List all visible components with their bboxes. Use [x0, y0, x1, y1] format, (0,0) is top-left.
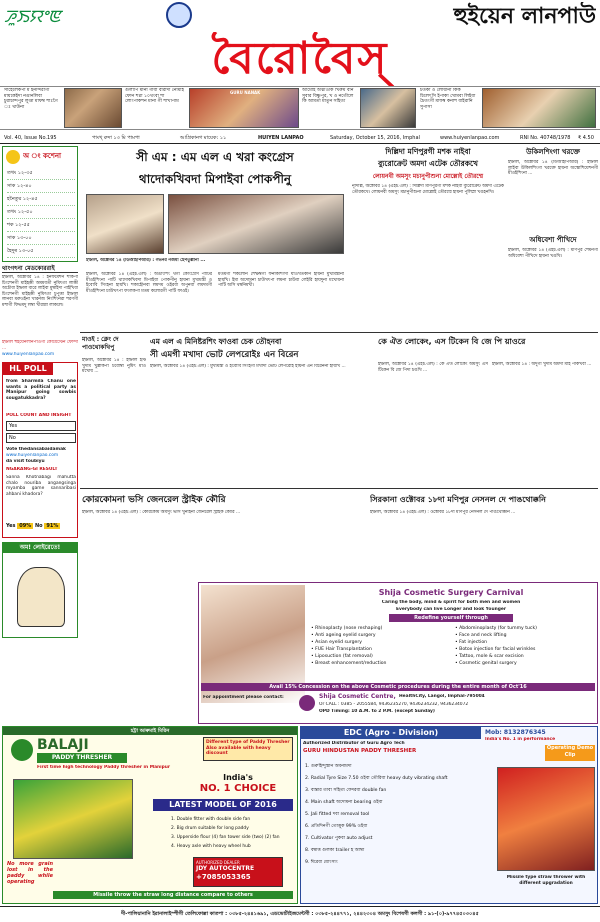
poll-count-label: POLL COUNT AND INSIGHT [6, 413, 72, 418]
row2-body-a: ইম্ফাল, অক্টোবর ১৪ : ইম্ফাল ইস্ট খুদাম খুল্লাকপা চবোম্বা নুমিৎ মাও মখোয় ... [82, 358, 146, 375]
edc-india: India's No. 1 in performance [485, 737, 556, 742]
balaji-grain-note: No more grain lost in the paddy while operating [7, 861, 53, 885]
poll-no-option[interactable] [6, 433, 76, 443]
row3-body-b: ইম্ফাল, অক্টোবর ১৪ (এইচ.এল) : ওক্টোবর ১৮দা মণিপুর নেসনল দে পাঙথোক্কনি ... [370, 510, 516, 515]
balaji-thresher-photo [13, 779, 133, 859]
kosh-row: তখং ১২-৩৫ [7, 167, 75, 180]
far-right-headline-2: অধিবেশা পীখিদে [529, 236, 577, 244]
shija-ad[interactable] [198, 582, 598, 724]
shija-opd-timing: OPD Timing: 10 A.M. to 2 P.M. (except Sunday) [319, 709, 435, 714]
poll-yes-option[interactable] [6, 421, 76, 431]
dateline-paper-name: HUIYEN LANPAO [258, 135, 304, 141]
far-right-headline-1: উকিলশিংগা খরক্তে [526, 148, 580, 156]
balaji-logo-icon [11, 739, 33, 761]
shija-offer-bar: Avail 15% Concession on the above Cosmetic procedures during the entire month of Oct'16 [201, 683, 595, 691]
kosh-title: অ ং কশেনা [23, 152, 62, 160]
edc-demo-badge[interactable]: Operating Demo Clip [545, 745, 595, 761]
row3-headline-a: কোরকোমনা ভসি জেনরেল স্ট্রাইক কৌরি [82, 495, 226, 505]
shija-tagline-1: Caring the body, mind & spirit for both men and women [381, 600, 521, 605]
balaji-india: India's [223, 773, 253, 782]
masthead [0, 0, 600, 86]
main-headline-2: থাদোকখিবদা মিপাইবা পোকপীনু [138, 172, 292, 186]
ear-photo-1 [64, 88, 122, 128]
edc-feature: 3. বান্তার তাবা সহিত্য ফেদরবা double fan [305, 788, 387, 793]
poll-question: from Sharmila Chanu one wants a political party as Manipur going sowbis sougatukkadra? [6, 379, 76, 401]
left-website-link[interactable]: www.huiyenlanpao.com [2, 352, 55, 357]
shija-procedure-left: • FUE Hair Transplantation [311, 647, 372, 652]
cartoon-box [2, 542, 78, 638]
right-body: নূদিল্লি, অক্টোবর ১৪ (এইচ.এল) : দিল্লিদা মণিপুরগী মশক নাইবা ব্যুরোক্রেট অমদা এটেক তৌরকখে। লোয়নবী অমসুং মচানুপীশুনা মোল্লোই তৌরম্মে হায়না পুলিস্না খঙহনখি। [352, 184, 504, 195]
right-kicker: লোয়নবী অমসুং মচানুপীশুনা মোল্লোই তৌরম্মে [372, 173, 484, 180]
kosh-row: সাক ১৩-০০ [7, 232, 75, 245]
masthead-big-logo: বৈরোবৈস্ [211, 33, 389, 84]
balaji-phone: +7085053365 [196, 873, 251, 881]
shija-logo-icon [299, 695, 315, 711]
shija-procedure-left: • Anti ageing eyelid surgery [311, 633, 376, 638]
shija-procedure-right: • Face and neck lifting [455, 633, 507, 638]
main-body-1: ইম্ফাল, অক্টোবর ১৪ (এইচ.এল) : অঙাংশিং থগী কোংগ্রেস পার্টির মীওইশিংনা পাটি থাদোকখিবদা মিপাইবা পোকপীনু হায়না মুখ্যমন্ত্রী ও ইবোবি সিংহনা হায়খি। শকাহৌনবা লমদম ওইরবা অপুনবা লমদমগী মীওইশিংনা চাউখৎপা ফংলকপা মতম কলোরগী পাটি ফাওই। [86, 272, 212, 294]
edc-feature: 8. বম্বাত্ত গুলকা trailer হ আম্বা [305, 848, 365, 853]
edc-feature: 4. Main shaft অদোমনা bearing ওইবা [305, 800, 383, 805]
shija-phone: Or CALL : 0385 - 2055584, 9436235270, 9436234232, 9436234072 [319, 702, 469, 707]
dateline [0, 132, 600, 144]
shija-procedure-right: • Cosmetic genital surgery [455, 661, 517, 666]
kosh-list [7, 167, 75, 258]
ear-text-4: চতকা ও লোয়ানা কিক চিলেৎসি ইপাকা খোমবা লিইবা চৈতংগী মাফম্ব কনাশ বাইরানি সুপাসা [420, 88, 476, 110]
balaji-ad[interactable] [2, 726, 298, 904]
balaji-feature: 1. Double fitter with double side fan [171, 817, 251, 822]
edc-title: EDC (Agro - Division) [301, 727, 481, 739]
row2-body-d: ইম্ফাল, অক্টোবর ১৪ : অদুগী খুদাম অমদা মাই পাকখবা ... [492, 362, 592, 367]
balaji-header: হট্টা আৰুমাই মিরিন [3, 727, 297, 735]
shija-procedure-right: • Abdominoplasty (for tummy tuck) [455, 626, 537, 631]
balaji-tagline: First time high technology Paddy thresher in Manipur [37, 765, 171, 770]
edc-features [305, 761, 491, 869]
dateline-date: Saturday, October 15, 2016, Imphal [330, 135, 420, 141]
kosh-row: হৈদুৰ ১৩-০৫ [7, 245, 75, 258]
shija-list-right [455, 625, 595, 667]
left-call-line: ইম্ফাল হুইয়েনলানপাওগী কোয়েস্টেন ফোন্দা ... [2, 340, 78, 350]
shija-tagline-3: Redefine yourself through [389, 614, 513, 622]
left-headline-1: থাংগৎনা মেডকোররাই [2, 264, 78, 273]
balaji-feature: 2. Big drum suitable for long paddy [171, 826, 249, 831]
ear-text-3: আমোই অত্নীওকি খিরুম বান সুবার বিষ্ণুপুর, খ ও নতৌলে কি আমতা মাতুন সহিত্য [302, 88, 354, 105]
rule-2 [80, 488, 598, 489]
cartoon-title: অম! লোইরেতে! [3, 543, 77, 553]
shija-procedure-right: • Fat injection [455, 640, 488, 645]
balaji-feature: 3. Upperside flour (4) fan tower side (two) (2) fan [171, 835, 280, 840]
balaji-features [171, 815, 293, 851]
poll-yes-label: Yes [9, 423, 18, 429]
kosh-row: সাক ১২-৪০ [7, 180, 75, 193]
row3-headline-b: সিরকানা ওক্টোবর ১৮দা মণিপুর নেসনল দে পাঙথোক্কনি [370, 495, 546, 504]
shija-procedure-right: • Tattoo, mole & scar excision [455, 654, 524, 659]
poll-vote-label: Vote thedansabaidamak [6, 447, 66, 452]
main-caption: ইম্ফাল, অক্টোবর ১৪ (ডিআইপিআর) : গভর্নর নজমা হেপতুল্লানা ... [86, 258, 206, 263]
edc-subtitle: Authorized Distributor of Guru Agro Tech [303, 741, 405, 746]
shija-procedure-left: • Rhinoplasty (nose reshaping) [311, 626, 383, 631]
poll-result-no-label: No [35, 523, 43, 529]
kosh-box [2, 146, 78, 262]
row2-headline-b2: সী এমগী মখাদা ভোট লেপরোইঃ এন বিরেন [150, 350, 299, 360]
edc-feature: 5. Jali fitted দবা removal tool [305, 812, 370, 817]
balaji-dealer-box [193, 857, 283, 887]
row2-headline-b1: এম এল এ মিনিষ্টরশিং ফাওবা চেক তৌহনবা [150, 337, 282, 346]
dateline-local-era: আগ্রিকানগ মায়েক: ১১ [180, 135, 227, 141]
left-body-1: ইম্ফাল, অক্টোবর ১৪ : ইনফর্মেশন শাকপা চিংশেনগী মাইহক্কী অমমবতী নুমিৎতা লাক্কী অচৌবা ইম্ফাল বারে লাইবা মুম্বাইদা পাইখিবা চিংশেনগী মাইহক্কী নুমিৎতা চুপুত্তা ইম্ফাল লানবা মরুওইনা খারনজ নিংশিংনরা শরণগী মশাগী ফিভমদু লম্বা খীরান্না লাকলে। [2, 275, 78, 308]
main-photo-1 [86, 194, 164, 254]
sun-icon [6, 150, 20, 164]
shija-procedure-left: • Breast enhancement/reduction [311, 661, 387, 666]
ear-photo-4 [482, 88, 596, 128]
edc-feature: 7. Cultivator পুকবা auto adjust [305, 836, 373, 841]
balaji-sub: PADDY THRESHER [37, 753, 127, 763]
ear-photo-3 [360, 88, 416, 128]
shija-procedure-right: • Botox injection for facial wrinkles [455, 647, 536, 652]
dateline-rni: RNI No. 40748/1978 [520, 135, 571, 141]
balaji-no1: NO. 1 CHOICE [199, 783, 277, 794]
poll-site-link[interactable]: www.huiyenlanpao.com [6, 453, 59, 458]
edc-feature: 9. ঈরেবা যোংসাং [305, 860, 338, 865]
hl-poll-box [2, 362, 78, 538]
shija-list-left [311, 625, 451, 667]
dove-emblem-icon [166, 2, 192, 28]
cartoon-figure-icon [17, 567, 65, 627]
poll-result-label: NGARANG-GI RESULT [6, 467, 58, 472]
ear-banner-text: GURU NANAK [230, 90, 261, 95]
shija-title: Shija Cosmetic Surgery Carnival [378, 588, 524, 597]
shija-tagline-2: Everybody can live Longer and look Younger [396, 607, 506, 612]
shija-contact-label: For appointment please contact: [203, 695, 284, 700]
balaji-feature: 4. Heavy axle with heavy wheel hub [171, 844, 251, 849]
row2-headline-a: মাওই : ক্লেং দে পাওথোকখিপু [82, 336, 119, 351]
row3-body-a: ইম্ফাল, অক্টোবর ১৪ (এইচ.এল) : কোরকোম অমসুং ভসি খুনাইনা জেনরেল স্ট্রাইক কৌরি ... [82, 510, 241, 515]
poll-result-yes-label: Yes [6, 523, 16, 529]
far-right-body-2: ইম্ফাল, অক্টোবর ১৪ (এইচ.এল) : মণিপুর শেমনগী অধিবেশা পীখিদে হায়না খঙখি। [508, 248, 598, 259]
poll-result-no-pct: 91% [46, 523, 59, 529]
poll-result-row [6, 519, 76, 533]
balaji-dealer-name: JDY AUTOCENTRE [196, 865, 255, 872]
page-footer: দী-পালিয়ানানি ইরানালাইম্পীগী তেলিফোল্লা কাতপা : ০৩৮৫-২৪৪১৬৯১, এডভোর্টাইজমেন্টগী : ০৩৮৫-২৪৪৭৭১, ২৪৪২৩০৪ অমসুং বিশেষগী কলগী : ৯১-(০)-৯৭৭৪৫০৩০৪৫ [0, 906, 600, 922]
rule-1 [80, 332, 598, 333]
shija-procedure-left: • Liposuction (fat removal) [311, 654, 373, 659]
kosh-row: হনৈতুর ১২-৪৫ [7, 193, 75, 206]
balaji-dealer-label: AUTHORIZED DEALER [196, 860, 240, 865]
balaji-latest: LATEST MODEL OF 2016 [153, 799, 293, 811]
poll-site-note: da visit toubiyu [6, 459, 45, 464]
shija-centre-name: Shija Cosmetic Centre, [319, 693, 396, 700]
row2-body-c: ইম্ফাল, অক্টোবর ১৪ (এইচ.এল) : কে ঐত লোকেং অমসুং এস টিকেন বি জে পিদা চঙখি ... [378, 362, 488, 373]
masthead-small-logo: ꯍꯨꯏꯌꯦꯟ [4, 7, 61, 27]
right-headline-2: ব্যুরোক্রেট অমদা এটেক তৌরকখে [378, 159, 478, 168]
volume-issue: Vol. 40, Issue No.195 [4, 135, 57, 141]
main-headline-1: সী এম : এম এল এ খরা কংগ্রেস [136, 150, 294, 164]
edc-mobile: Mob: 8132876345 [485, 729, 546, 736]
ear-text-1: সাহেলেকপা ম ইনন্দিরাগী মায়কেইদা নঙানলিবা চুরাচান্দপুর লুপ্তা মাফম্ব শাঃগৈ ঃ থাউনা [4, 88, 58, 110]
edc-thresher-photo [497, 767, 595, 871]
kosh-row: তখং ১২-৫০ [7, 206, 75, 219]
poll-title: HL POLL [3, 363, 53, 375]
far-right-body-1: ইম্ফাল, অক্টোবর ১৪ (ডিআইপিআর) : ইম্ফাল লাইবা উকিলশিংগা খরক্তে হায়না অস্কোশিয়েশনগী মীওইশিংনা ... [508, 160, 598, 177]
dateline-website[interactable]: www.huiyenlanpao.com [440, 135, 500, 141]
shija-procedure-left: • Asian eyelid surgery [311, 640, 362, 645]
balaji-brand: BALAJI [37, 737, 89, 753]
dateline-price: ₹ 4.50 [578, 135, 594, 141]
masthead-title: হুইয়েন লানপাউ [453, 4, 596, 29]
edc-ad[interactable] [300, 726, 598, 904]
right-headline-1: দিল্লিদা মণিপুরগী মশক নাইবা [385, 147, 471, 156]
row2-body-b: ইম্ফাল, অক্টোবর ১৪ (এইচ.এল) : মুখ্যমন্ত্রী ও ইবোবি সিংহগী মখাদা ভোট লেপরোই হায়না এন বিরেননা হায়খি ... [150, 364, 346, 369]
edc-feature: 6. প্রতিদিনগী তোত্তুক 99% ওইবা [305, 824, 368, 829]
main-body-2: মতমগী শকলোন শেম্ফম্বগী ফনাকশিংদা যাওখতকনি হায়না মুখ্যমন্ত্রীনা হায়খি। ইমা অদোমনা চাউখৎপা লমনা চাউবা লেইরি হায়দুনা মখোয়না পাটি অসি থম্বনিমখী। [218, 272, 344, 289]
balaji-footer: Missile throw the straw long distance compare to others [53, 891, 293, 899]
kosh-row: শক ১২-৫৫ [7, 219, 75, 232]
poll-result-yes-pct: 09% [19, 523, 32, 529]
edc-brand: GURU HINDUSTAN PADDY THRESHER [303, 748, 417, 754]
poll-question-2: Sanna Khotnabagi mahutta chalo nouriba angangsinga myamba game sannaribasi ahbani khadora? [6, 475, 76, 497]
shija-address: HealthCity, Langol, Imphal-795004 [399, 694, 485, 699]
main-photo-2 [168, 194, 344, 254]
row2-headline-c: কে ঐত লোকেং, এস টিকেন বি জে পি য়াওরে [378, 337, 526, 346]
edc-footer: Missile type straw thrower with different upgradation [506, 875, 586, 886]
dateline-local-date: পাংখ্ রুদা ১৩ মি পামপা [92, 135, 140, 141]
edc-feature: 1. গুরুহিন্দুস্তান অবনামদা [305, 764, 352, 769]
edc-feature: 2. Radial Tyre Size 7.50 ওইবা তৌরিবা heavy duty vibrating shaft [305, 776, 448, 781]
poll-no-label: No [9, 435, 16, 441]
balaji-offer-pill: Different type of Paddy Thresher Also available with heavy discount [203, 737, 293, 761]
ear-text-2: গুলাপি মানা গাবা বারাদা নোঁমাই ফোন শগ্না ১০থংবা শা লোংপাকশন মানা গী শাখাপাম [125, 88, 184, 105]
